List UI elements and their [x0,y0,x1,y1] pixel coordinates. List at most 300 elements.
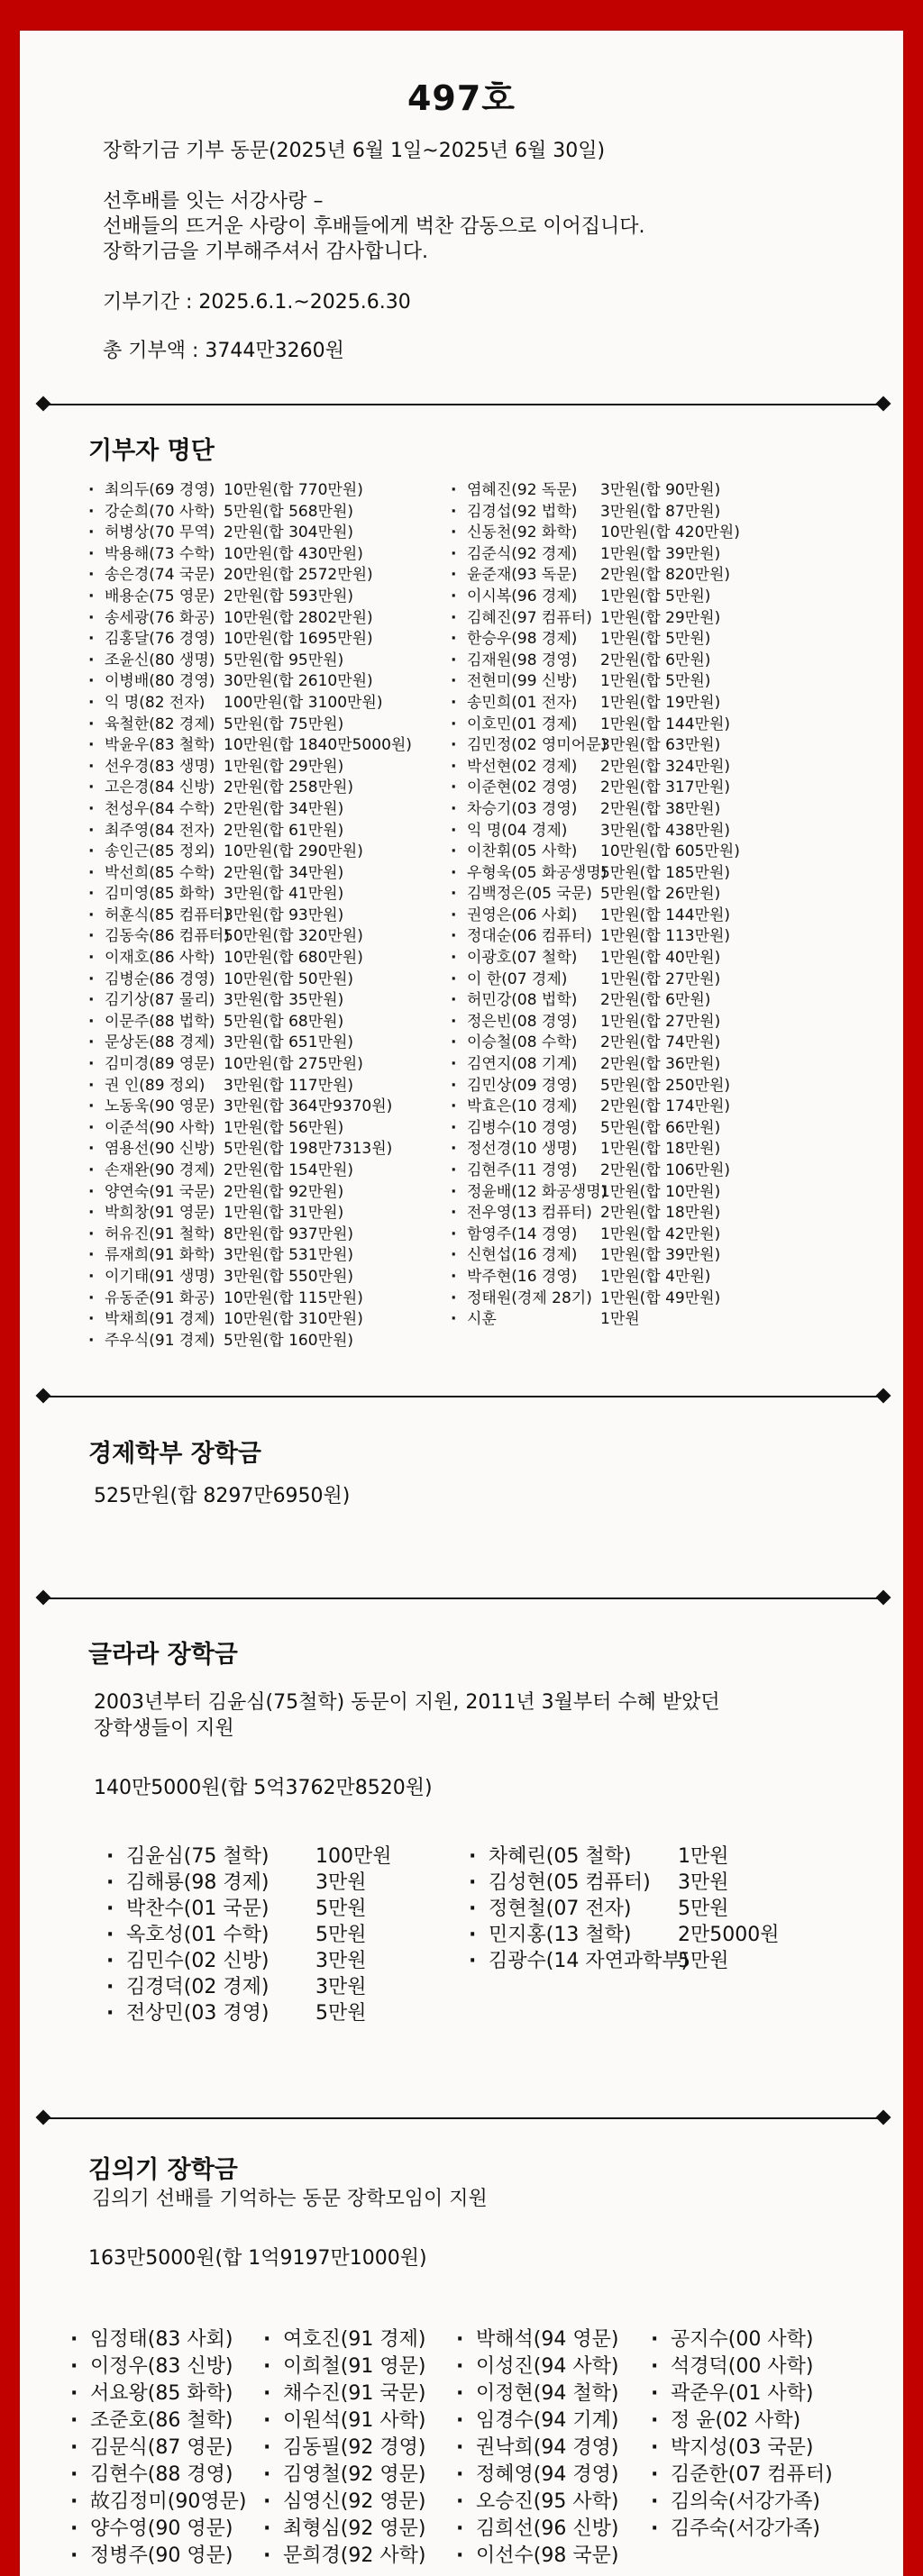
donor-amount: 1만원(합 39만원) [600,544,721,563]
list-item [88,1118,412,1140]
donor-name: 고은경(84 신방) [105,778,215,797]
list-item [88,1097,412,1118]
list-item [106,1896,392,1922]
list-item: · 곽준우(01 사학) [651,2380,833,2408]
section-divider [43,1597,883,1599]
donor-amount: 2만원(합 174만원) [600,1097,731,1116]
list-item [88,523,412,544]
list-item [469,1922,780,1948]
kimuigi-description: 김의기 선배를 기억하는 동문 장학모임이 지원 [92,2188,488,2210]
list-item [88,842,412,863]
donor-name: 이문주(88 법학) [105,1012,215,1031]
donor-amount: 1만원(합 144만원) [600,715,731,733]
donor-amount: 1만원(합 18만원) [600,1140,721,1159]
donor-amount: 2만원(합 106만원) [600,1161,731,1179]
list-item [88,608,412,630]
donor-amount: 1만원 [600,1310,640,1329]
list-item [451,1033,740,1054]
list-item: · 김의숙(서강가족) [651,2489,833,2516]
list-item [451,629,740,651]
list-item [451,990,740,1012]
donor-name: 이준현(02 경영) [467,778,578,797]
glara-list-left [106,1843,392,2026]
list-item: · 임경수(94 기계) [456,2408,618,2435]
donor-amount: 5만원(합 75만원) [224,715,344,733]
list-item [88,715,412,736]
donor-name: 이호민(01 경제) [467,715,578,733]
kimuigi-heading: 김의기 장학금 [88,2156,238,2184]
donor-amount: 10만원(합 1695만원) [224,630,373,649]
list-item [451,651,740,672]
donor-name: 천성우(84 수학) [105,799,215,818]
donor-name: 이기태(91 생명) [105,1267,215,1286]
list-item [88,587,412,608]
list-item [451,948,740,969]
list-item [106,1870,392,1896]
list-item: · 김주숙(서강가족) [651,2516,833,2543]
donor-amount: 10만원(합 2802만원) [224,608,373,627]
donor-name: 김기상(87 물리) [105,991,215,1010]
list-item [451,565,740,587]
list-item [451,884,740,906]
list-item [451,735,740,757]
donor-name: 허민강(08 법학) [467,991,578,1010]
donor-amount: 2만원(합 61만원) [224,821,344,840]
donor-amount: 2만원(합 34만원) [224,863,344,882]
list-item [451,587,740,608]
donor-name: 양연숙(91 국문) [105,1182,215,1201]
list-item [451,671,740,693]
donor-name: 김경덕(02 경제) [126,1976,270,1998]
donor-amount: 2만원(합 304만원) [224,523,354,542]
donor-amount: 5만원 [678,1898,729,1920]
donor-amount: 2만원(합 18만원) [600,1204,721,1223]
list-item [88,502,412,523]
donor-name: 익 명(82 전자) [105,693,206,712]
donor-amount: 2만원(합 6만원) [600,651,711,669]
donor-amount: 3만원 [678,1871,729,1894]
donor-name: 송은경(74 국문) [105,566,215,585]
kimuigi-list-col-1 [70,2326,246,2570]
list-item: · 문희경(92 사학) [263,2543,425,2570]
donor-amount: 1만원(합 5만원) [600,630,711,649]
list-item [88,1139,412,1161]
kimuigi-amount: 163만5000원(합 1억9197만1000원) [88,2247,427,2270]
list-item [88,671,412,693]
intro-message-line-1: 선후배를 잇는 서강사랑 – [103,190,324,213]
list-item [451,821,740,842]
donor-name: 김준식(92 경제) [467,544,578,563]
list-item [451,523,740,544]
donor-name: 이찬휘(05 사학) [467,842,578,861]
list-item: · 이선수(98 국문) [456,2543,618,2570]
list-item: · 김현수(88 경영) [70,2462,246,2489]
list-item: · 채수진(91 국문) [263,2380,425,2408]
donor-name: 박주현(16 경영) [467,1267,578,1286]
list-item [88,884,412,906]
donor-amount: 2만원(합 6만원) [600,991,711,1010]
list-item [451,1118,740,1140]
donor-amount: 5만원(합 66만원) [600,1118,721,1137]
donor-amount: 3만원 [315,1976,367,1998]
donor-amount: 5만원(합 198만7313원) [224,1140,393,1159]
donor-name: 손재완(90 경제) [105,1161,215,1179]
list-item [451,608,740,630]
donor-amount: 10만원(합 115만원) [224,1288,363,1307]
list-item [451,863,740,885]
list-item [88,629,412,651]
donor-name: 최주영(84 전자) [105,821,215,840]
donor-name: 김재원(98 경영) [467,651,578,669]
donor-amount: 5만원(합 26만원) [600,885,721,904]
list-item [451,502,740,523]
donor-name: 조윤신(80 생명) [105,651,215,669]
total-amount: 총 기부액 : 3744만3260원 [103,340,344,362]
donor-name: 차승기(03 경영) [467,799,578,818]
list-item [88,948,412,969]
list-item: · 정병주(90 영문) [70,2543,246,2570]
list-item [451,926,740,948]
list-item [106,1974,392,2000]
donor-amount: 2만원(합 74만원) [600,1033,721,1052]
kimuigi-list-col-3 [456,2326,618,2570]
donor-amount: 5만원 [315,1898,367,1920]
list-item [451,1161,740,1182]
list-item [451,1076,740,1097]
donor-name: 한승우(98 경제) [467,630,578,649]
list-item: · 정 윤(02 사학) [651,2408,833,2435]
list-item [88,480,412,502]
donor-name: 송민희(01 전자) [467,693,578,712]
donor-name: 권영은(06 사회) [467,906,578,924]
donor-name: 시훈 [467,1310,497,1329]
donor-amount: 10만원(합 770만원) [224,481,363,499]
donor-amount: 30만원(합 2610만원) [224,672,373,691]
list-item: · 심영신(92 영문) [263,2489,425,2516]
donor-name: 염혜진(92 독문) [467,481,578,499]
donor-name: 옥호성(01 수학) [126,1924,270,1946]
donor-amount: 1만원(합 29만원) [224,757,344,776]
donor-amount: 2만원(합 34만원) [224,799,344,818]
donor-name: 김해룡(98 경제) [126,1871,270,1894]
section-divider [43,1396,883,1397]
glara-heading: 글라라 장학금 [88,1641,238,1669]
donor-name: 이승철(08 수학) [467,1033,578,1052]
donor-amount: 5만원 [315,1924,367,1946]
list-item [88,778,412,799]
list-item [451,1054,740,1076]
list-item [88,544,412,566]
list-item [88,757,412,778]
glara-amount: 140만5000원(합 5억3762만8520원) [94,1777,433,1799]
donor-amount: 5만원 [678,1950,729,1972]
donor-amount: 1만원(합 5만원) [600,587,711,605]
list-item [88,1245,412,1267]
donor-name: 김민상(09 경영) [467,1076,578,1095]
donor-amount: 3만원(합 35만원) [224,991,344,1010]
donor-name: 김동숙(86 컴퓨터) [105,927,230,946]
list-item: · 서요왕(85 화학) [70,2380,246,2408]
list-item: · 석경덕(00 사학) [651,2353,833,2380]
donor-name: 강순희(70 사학) [105,502,215,521]
donor-amount: 2만원(합 92만원) [224,1182,344,1201]
donor-amount: 8만원(합 937만원) [224,1224,354,1243]
list-item [88,1309,412,1331]
list-item [88,651,412,672]
glara-description-line-1: 2003년부터 김윤심(75철학) 동문이 지원, 2011년 3월부터 수혜 받았던 [94,1691,720,1714]
donor-name: 신현섭(16 경제) [467,1246,578,1265]
donor-name: 선우경(83 생명) [105,757,215,776]
donor-name: 박효은(10 경제) [467,1097,578,1116]
list-item [88,799,412,821]
donor-amount: 3만원(합 550만원) [224,1267,354,1286]
list-item [451,1309,740,1331]
donor-amount: 1만원(합 4만원) [600,1267,711,1286]
donor-name: 최의두(69 경영) [105,481,215,499]
list-item: · 박지성(03 국문) [651,2435,833,2462]
donor-name: 송세광(76 화공) [105,608,215,627]
donor-name: 함영주(14 경영) [467,1224,578,1243]
donor-amount: 3만원(합 90만원) [600,481,721,499]
list-item: · 김동필(92 경영) [263,2435,425,2462]
list-item [88,926,412,948]
donor-amount: 3만원(합 63만원) [600,736,721,755]
donor-name: 주우식(91 경제) [105,1331,215,1350]
list-item: · 박해석(94 영문) [456,2326,618,2353]
list-item [469,1896,780,1922]
list-item [469,1870,780,1896]
list-item [451,1012,740,1033]
kimuigi-list-col-2 [263,2326,425,2570]
donor-name: 전우영(13 컴퓨터) [467,1204,592,1223]
donor-amount: 3만원(합 651만원) [224,1033,354,1052]
donor-name: 김민정(02 영미어문) [467,736,608,755]
list-item [451,544,740,566]
donor-name: 노동욱(90 영문) [105,1097,215,1116]
donor-amount: 10만원(합 290만원) [224,842,363,861]
list-item [106,1843,392,1870]
list-item: · 임정태(83 사회) [70,2326,246,2353]
list-item [451,906,740,927]
list-item [451,757,740,778]
list-item: · 조준호(86 철학) [70,2408,246,2435]
donor-amount: 10만원(합 310만원) [224,1310,363,1329]
donor-amount: 2만원(합 324만원) [600,757,731,776]
list-item [88,1076,412,1097]
donor-name: 유동준(91 화공) [105,1288,215,1307]
donor-amount: 3만원(합 117만원) [224,1076,354,1095]
donor-amount: 1만원(합 42만원) [600,1224,721,1243]
donor-amount: 1만원 [678,1845,729,1868]
donor-amount: 1만원(합 113만원) [600,927,731,946]
list-item [451,778,740,799]
donor-name: 김연지(08 기계) [467,1055,578,1074]
donor-amount: 10만원(합 420만원) [600,523,740,542]
donor-name: 이재호(86 사학) [105,949,215,968]
list-item [88,1182,412,1204]
list-item: · 김준한(07 컴퓨터) [651,2462,833,2489]
donor-name: 정선경(10 생명) [467,1140,578,1159]
donor-name: 박찬수(01 국문) [126,1898,270,1920]
donor-amount: 3만원 [315,1871,367,1894]
donor-name: 김미경(89 영문) [105,1055,215,1074]
donor-amount: 10만원(합 275만원) [224,1055,363,1074]
list-item [88,1012,412,1033]
donor-name: 김병순(86 경영) [105,969,215,988]
donor-amount: 1만원(합 40만원) [600,949,721,968]
list-item: · 이원석(91 사학) [263,2408,425,2435]
list-item: · 공지수(00 사학) [651,2326,833,2353]
donor-name: 윤준재(93 독문) [467,566,578,585]
list-item [88,735,412,757]
donor-name: 익 명(04 경제) [467,821,568,840]
donor-name: 문상돈(88 경제) [105,1033,215,1052]
donor-name: 정태원(경제 28기) [467,1288,592,1307]
donor-name: 류재희(91 화학) [105,1246,215,1265]
donor-name: 박채희(91 경제) [105,1310,215,1329]
donor-amount: 5만원(합 160만원) [224,1331,354,1350]
donor-name: 김혜진(97 컴퓨터) [467,608,592,627]
donor-amount: 1만원(합 19만원) [600,693,721,712]
donor-name: 이 한(07 경제) [467,969,568,988]
donor-name: 우형욱(05 화공생명) [467,863,608,882]
economics-amount: 525만원(합 8297만6950원) [94,1485,351,1507]
donor-amount: 1만원(합 29만원) [600,608,721,627]
list-item: · 양수영(90 영문) [70,2516,246,2543]
donor-amount: 2만원(합 317만원) [600,778,731,797]
donor-amount: 2만원(합 820만원) [600,566,731,585]
donor-amount: 5만원(합 250만원) [600,1076,731,1095]
donor-amount: 2만원(합 258만원) [224,778,354,797]
donor-amount: 10만원(합 430만원) [224,544,363,563]
period-heading: 장학기금 기부 동문(2025년 6월 1일~2025년 6월 30일) [103,140,606,162]
list-item [469,1948,780,1974]
list-item [469,1843,780,1870]
intro-message-line-2: 선배들의 뜨거운 사랑이 후배들에게 벅찬 감동으로 이어집니다. [103,215,645,238]
donor-name: 육철한(82 경제) [105,715,215,733]
donor-list-left [88,480,412,1352]
list-item: · 여호진(91 경제) [263,2326,425,2353]
list-item: · 권낙희(94 경영) [456,2435,618,2462]
list-item [106,1948,392,1974]
list-item [451,799,740,821]
donor-amount: 50만원(합 320만원) [224,927,363,946]
economics-heading: 경제학부 장학금 [88,1440,261,1468]
donor-name: 배용순(75 영문) [105,587,215,605]
section-divider [43,404,883,405]
donor-amount: 1만원(합 39만원) [600,1246,721,1265]
donor-amount: 1만원(합 27만원) [600,1012,721,1031]
list-item: · 오승진(95 사학) [456,2489,618,2516]
list-item [451,1267,740,1288]
donor-name: 정현철(07 전자) [489,1898,632,1920]
donor-amount: 2만원(합 154만원) [224,1161,354,1179]
list-item: · 이정우(83 신방) [70,2353,246,2380]
intro-message-line-3: 장학기금을 기부해주셔서 감사합니다. [103,241,429,263]
list-item: · 김희선(96 신방) [456,2516,618,2543]
donor-name: 전상민(03 경영) [126,2002,270,2025]
donor-name: 허유진(91 철학) [105,1224,215,1243]
donor-name: 김홍달(76 경영) [105,630,215,649]
donor-amount: 1만원(합 27만원) [600,969,721,988]
list-item: · 김영철(92 영문) [263,2462,425,2489]
issue-title: 497호 [407,78,516,118]
list-item [88,1267,412,1288]
donor-name: 송인근(85 정외) [105,842,215,861]
page-paper [20,31,903,2576]
list-item [451,1288,740,1310]
list-item: · 이성진(94 사학) [456,2353,618,2380]
donor-amount: 10만원(합 1840만5000원) [224,736,412,755]
list-item [451,842,740,863]
donor-amount: 100만원(합 3100만원) [224,693,383,712]
glara-list-right [469,1843,780,1974]
donor-name: 박윤우(83 철학) [105,736,215,755]
donor-name: 정대순(06 컴퓨터) [467,927,592,946]
donation-period: 기부기간 : 2025.6.1.~2025.6.30 [103,291,411,314]
donor-name: 민지홍(13 철학) [489,1924,632,1946]
list-item: · 이희철(91 영문) [263,2353,425,2380]
donor-amount: 3만원(합 364만9370원) [224,1097,393,1116]
donor-amount: 2만원(합 593만원) [224,587,354,605]
donor-name: 박희창(91 영문) [105,1204,215,1223]
list-item [451,1097,740,1118]
donor-amount: 5만원(합 568만원) [224,502,354,521]
donor-name: 김미영(85 화학) [105,885,215,904]
list-item [88,1054,412,1076]
list-item [451,480,740,502]
donor-name: 정은빈(08 경영) [467,1012,578,1031]
donor-name: 염용선(90 신방) [105,1140,215,1159]
list-item: · 故김정미(90영문) [70,2489,246,2516]
donor-amount: 5만원 [315,2002,367,2025]
donor-name: 김성현(05 컴퓨터) [489,1871,651,1894]
glara-description-line-2: 장학생들이 지원 [94,1717,234,1740]
list-item [88,821,412,842]
donor-amount: 10만원(합 605만원) [600,842,740,861]
donor-name: 신동천(92 화학) [467,523,578,542]
list-item [106,1922,392,1948]
donor-name: 정윤배(12 화공생명) [467,1182,608,1201]
list-item [451,1224,740,1246]
list-item: · 김문식(87 영문) [70,2435,246,2462]
donor-name: 전현미(99 신방) [467,672,578,691]
donor-name: 박용해(73 수학) [105,544,215,563]
list-item [451,1203,740,1224]
donor-amount: 3만원 [315,1950,367,1972]
donor-amount: 20만원(합 2572만원) [224,566,373,585]
donor-amount: 3만원(합 87만원) [600,502,721,521]
list-item: · 최형심(92 영문) [263,2516,425,2543]
donor-name: 김민수(02 신방) [126,1950,270,1972]
donor-list-heading: 기부자 명단 [88,437,215,465]
donor-name: 이준석(90 사학) [105,1118,215,1137]
donor-name: 김경섭(92 법학) [467,502,578,521]
list-item [451,715,740,736]
list-item [88,990,412,1012]
donor-list-right [451,480,740,1331]
donor-name: 박선현(02 경제) [467,757,578,776]
list-item [88,1224,412,1246]
donor-amount: 3만원(합 93만원) [224,906,344,924]
donor-name: 차혜린(05 철학) [489,1845,632,1868]
donor-name: 박선희(85 수학) [105,863,215,882]
donor-name: 김윤심(75 철학) [126,1845,270,1868]
list-item [106,2000,392,2026]
donor-amount: 2만5000원 [678,1924,780,1946]
list-item [451,969,740,991]
kimuigi-list-col-4 [651,2326,833,2543]
